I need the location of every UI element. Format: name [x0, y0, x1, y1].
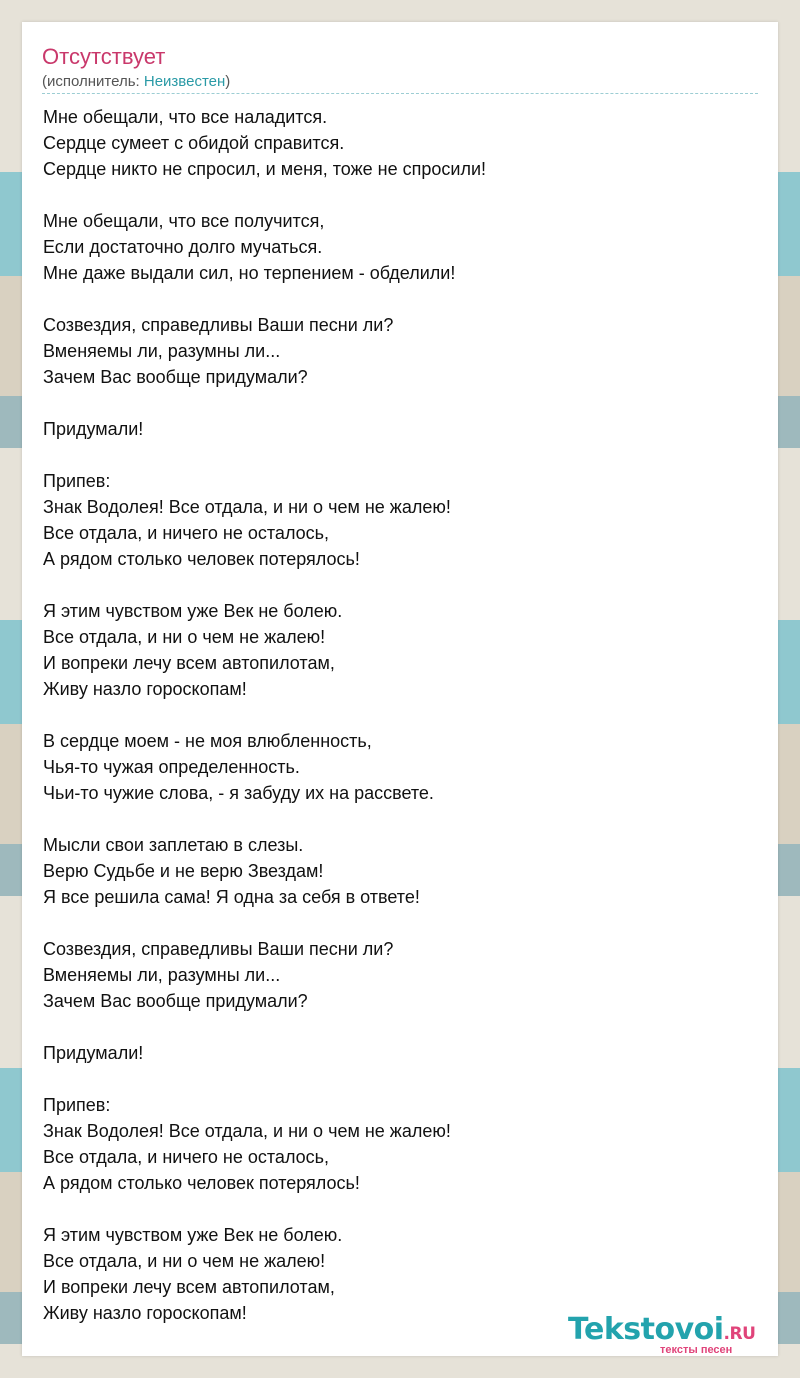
- lyric-blank-line: [43, 1066, 763, 1092]
- lyric-line: Созвездия, справедливы Ваши песни ли?: [43, 939, 394, 959]
- lyric-blank-line: [43, 572, 763, 598]
- lyric-line: Припев:: [43, 471, 111, 491]
- lyric-blank-line: [43, 1196, 763, 1222]
- lyric-line: Чьи-то чужие слова, - я забуду их на рассвете.: [43, 783, 434, 803]
- lyric-line: Вменяемы ли, разумны ли...: [43, 341, 281, 361]
- lyric-blank-line: [43, 390, 763, 416]
- lyric-line: Сердце сумеет с обидой справится.: [43, 133, 345, 153]
- logo-tld: .RU: [723, 1324, 756, 1344]
- lyric-line: Знак Водолея! Все отдала, и ни о чем не жалею!: [43, 1121, 451, 1141]
- lyric-line: Все отдала, и ничего не осталось,: [43, 523, 330, 543]
- lyric-line: Все отдала, и ни о чем не жалею!: [43, 1251, 326, 1271]
- lyric-line: Припев:: [43, 1095, 111, 1115]
- title-divider: [42, 93, 758, 94]
- lyric-line: Придумали!: [43, 1043, 144, 1063]
- lyric-line: Мне даже выдали сил, но терпением - обделили!: [43, 263, 456, 283]
- lyric-line: Знак Водолея! Все отдала, и ни о чем не жалею!: [43, 497, 451, 517]
- lyric-blank-line: [43, 1014, 763, 1040]
- lyric-blank-line: [43, 286, 763, 312]
- lyric-line: Я этим чувством уже Век не болею.: [43, 601, 343, 621]
- lyric-line: Чья-то чужая определенность.: [43, 757, 300, 777]
- lyric-line: В сердце моем - не моя влюбленность,: [43, 731, 372, 751]
- lyric-line: Придумали!: [43, 419, 144, 439]
- lyric-line: А рядом столько человек потерялось!: [43, 1173, 360, 1193]
- lyric-line: Мне обещали, что все получится,: [43, 211, 325, 231]
- site-logo[interactable]: [568, 1310, 778, 1356]
- artist-prefix: (исполнитель:: [42, 73, 144, 90]
- lyric-line: Зачем Вас вообще придумали?: [43, 367, 308, 387]
- artist-line: [42, 73, 230, 90]
- lyrics-card: [22, 22, 778, 1356]
- lyric-line: Живу назло гороскопам!: [43, 679, 247, 699]
- lyric-line: Мне обещали, что все наладится.: [43, 107, 328, 127]
- lyric-blank-line: [43, 806, 763, 832]
- lyric-line: И вопреки лечу всем автопилотам,: [43, 653, 335, 673]
- lyric-line: Все отдала, и ни о чем не жалею!: [43, 627, 326, 647]
- lyric-line: И вопреки лечу всем автопилотам,: [43, 1277, 335, 1297]
- lyric-line: Сердце никто не спросил, и меня, тоже не спросили!: [43, 159, 487, 179]
- lyric-line: Я этим чувством уже Век не болею.: [43, 1225, 343, 1245]
- lyric-line: Я все решила сама! Я одна за себя в ответе!: [43, 887, 420, 907]
- lyric-blank-line: [43, 182, 763, 208]
- lyric-line: Мысли свои заплетаю в слезы.: [43, 835, 304, 855]
- lyric-line: А рядом столько человек потерялось!: [43, 549, 360, 569]
- logo-subtitle: тексты песен: [660, 1344, 733, 1356]
- lyric-line: Вменяемы ли, разумны ли...: [43, 965, 281, 985]
- artist-link[interactable]: Неизвестен: [143, 73, 226, 90]
- lyric-line: Все отдала, и ничего не осталось,: [43, 1147, 330, 1167]
- song-title: Отсутствует: [42, 44, 166, 69]
- lyric-line: Созвездия, справедливы Ваши песни ли?: [43, 315, 394, 335]
- lyrics-text: [43, 104, 763, 1326]
- lyric-line: Живу назло гороскопам!: [43, 1303, 247, 1323]
- lyric-blank-line: [43, 910, 763, 936]
- logo-wordmark: [568, 1312, 755, 1347]
- lyric-blank-line: [43, 442, 763, 468]
- lyric-line: Верю Судьбе и не верю Звездам!: [43, 861, 324, 881]
- lyric-line: Зачем Вас вообще придумали?: [43, 991, 308, 1011]
- logo-main-text: Tekstovoi: [568, 1312, 724, 1347]
- artist-suffix: ): [225, 73, 231, 90]
- lyric-blank-line: [43, 702, 763, 728]
- lyric-line: Если достаточно долго мучаться.: [43, 237, 323, 257]
